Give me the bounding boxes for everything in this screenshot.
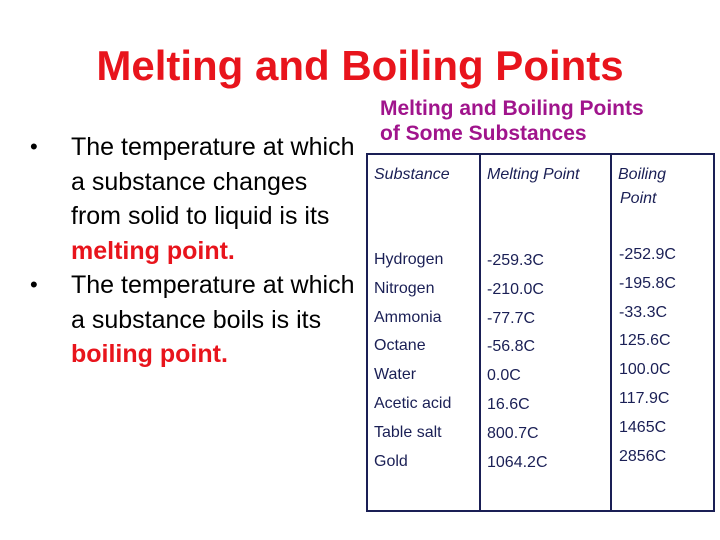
bullet-dot-icon: • (30, 134, 38, 159)
cell-melting: 1064.2C (487, 453, 548, 471)
column-divider (610, 155, 612, 510)
cell-substance: Acetic acid (374, 394, 452, 412)
cell-substance: Water (374, 366, 417, 384)
cell-boiling: -195.8C (619, 274, 676, 292)
cell-melting: -210.0C (487, 280, 544, 298)
slide-title: Melting and Boiling Points (96, 42, 624, 89)
cell-boiling: 100.0C (619, 361, 671, 379)
header-substance: Substance (374, 166, 450, 183)
cell-melting: -77.7C (487, 309, 536, 327)
bullet-text: The temperature at which a substance changes from solid to liquid is its (71, 133, 355, 230)
cell-boiling: 2856C (619, 447, 667, 465)
cell-substance: Hydrogen (374, 251, 444, 268)
cell-melting: 800.7C (487, 424, 539, 442)
column-melting-point (487, 247, 548, 477)
cell-substance: Gold (374, 452, 408, 470)
header-boiling-point (618, 163, 666, 211)
bullet-item-boiling (26, 268, 356, 372)
table-title (380, 96, 720, 146)
cell-substance: Nitrogen (374, 279, 435, 297)
cell-melting: -259.3C (487, 252, 544, 269)
bullet-keyword: melting point. (71, 236, 235, 265)
cell-boiling: -252.9C (619, 246, 676, 263)
bullet-text: The temperature at which a substance boils is its (71, 271, 355, 334)
cell-melting: -56.8C (487, 338, 536, 356)
substances-table (366, 153, 715, 512)
header-boiling-line: Point (620, 190, 657, 207)
cell-boiling: 125.6C (619, 332, 671, 350)
header-boiling-line: Boiling (618, 166, 667, 183)
cell-boiling: -33.3C (619, 303, 668, 321)
bullet-keyword: boiling point. (71, 340, 228, 368)
cell-boiling: 117.9C (619, 389, 670, 407)
column-divider (479, 155, 481, 510)
bullet-dot-icon: • (30, 272, 38, 297)
table-title-line: of Some Substances (380, 122, 587, 145)
cell-substance: Ammonia (374, 308, 442, 326)
column-substance (374, 246, 451, 476)
table-title-line: Melting and Boiling Points (380, 97, 644, 120)
cell-melting: 0.0C (487, 367, 521, 385)
header-melting-point: Melting Point (487, 166, 580, 183)
cell-substance: Table salt (374, 423, 442, 441)
cell-boiling: 1465C (619, 418, 667, 436)
cell-substance: Octane (374, 337, 426, 355)
bullet-list (26, 130, 356, 372)
cell-melting: 16.6C (487, 395, 530, 413)
bullet-item-melting (26, 130, 356, 268)
column-boiling-point (619, 241, 676, 471)
